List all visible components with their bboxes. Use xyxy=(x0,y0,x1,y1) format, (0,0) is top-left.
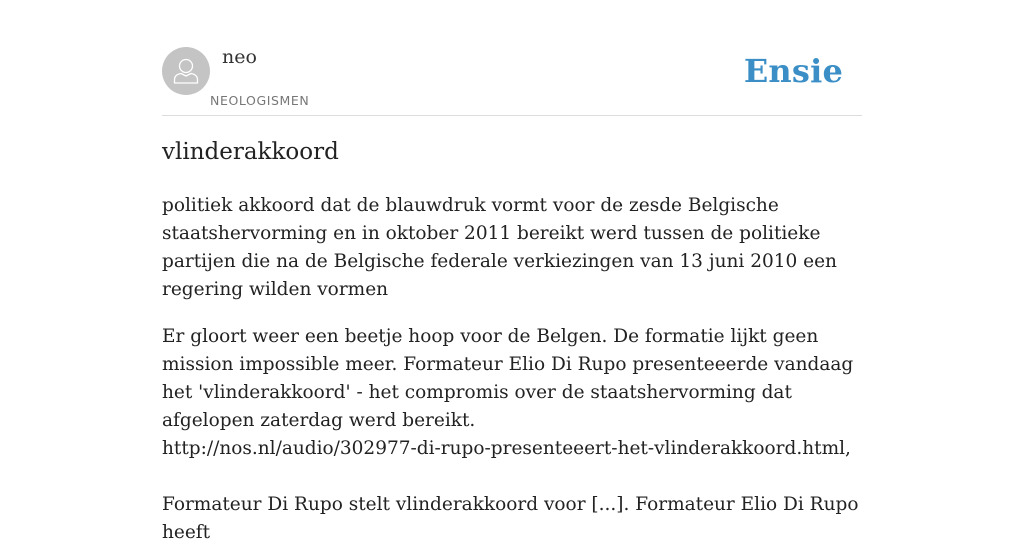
entry-definition: politiek akkoord dat de blauwdruk vormt voor de zesde Belgische staatshervorming en in oktober 2011 bereikt werd tussen de politieke partijen die na de Belgische federale verkiezingen van 13 juni 2010 een regering wilden vormen xyxy=(162,195,837,300)
username[interactable]: neo xyxy=(222,46,257,68)
header-divider xyxy=(162,115,862,116)
entry-example xyxy=(162,323,862,547)
category-label[interactable]: NEOLOGISMEN xyxy=(210,93,310,108)
ensie-logo[interactable]: Ensie xyxy=(743,52,843,90)
example-paragraph: Er gloort weer een beetje hoop voor de Belgen. De formatie lijkt geen mission impossible meer. Formateur Elio Di Rupo presenteeerde vandaag het 'vlinderakkoord' - het compromis over de staatshervorming dat afgelopen zaterdag werd bereikt. xyxy=(162,326,854,431)
avatar[interactable] xyxy=(162,47,210,95)
entry-title: vlinderakkoord xyxy=(162,139,339,165)
user-silhouette-icon xyxy=(162,47,210,95)
header xyxy=(162,46,862,116)
example-source: http://nos.nl/audio/302977-di-rupo-presenteeert-het-vlinderakkoord.html, xyxy=(162,438,851,459)
example-second: Formateur Di Rupo stelt vlinderakkoord voor [...]. Formateur Elio Di Rupo heeft xyxy=(162,494,859,543)
